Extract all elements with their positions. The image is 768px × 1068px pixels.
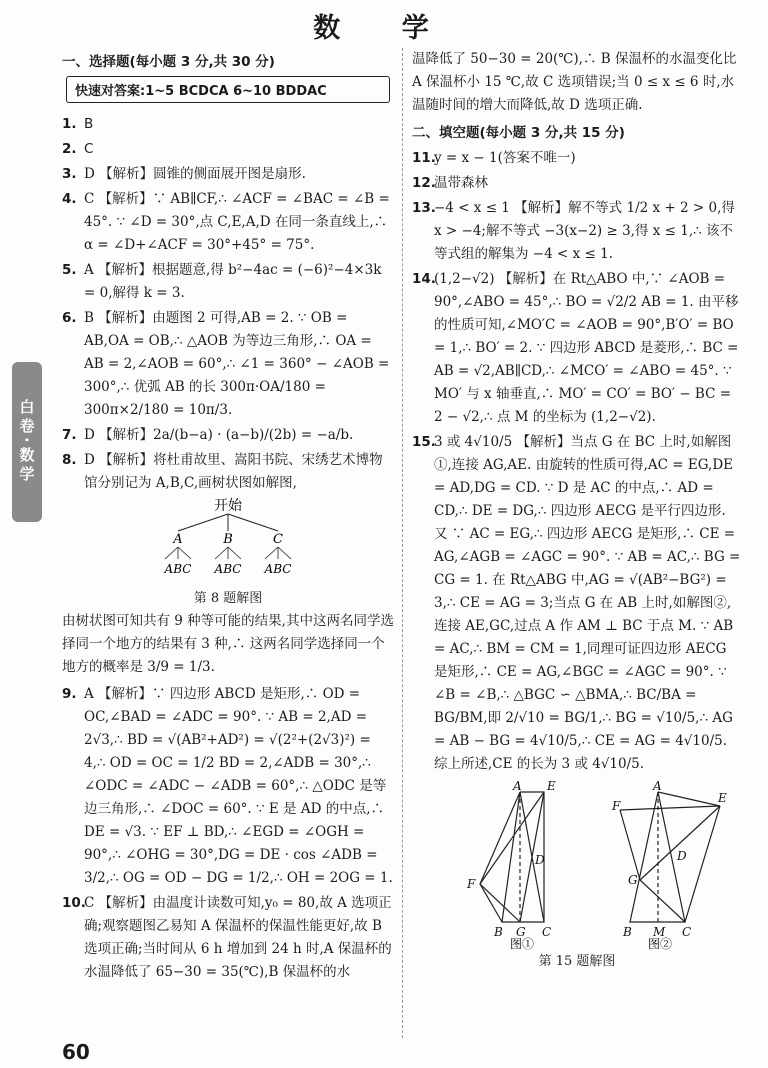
question-number: 5. xyxy=(62,262,77,278)
question-text: C 【解析】∵ AB∥CF,∴ ∠ACF = ∠BAC = ∠B = 45°. ∵ ∠D = 30°,点 C,E,A,D 在同一条直线上,∴ α = ∠D+∠ACF = 30°+45° = 75°. xyxy=(84,191,390,253)
question-number: 13. xyxy=(412,200,436,216)
tree-branch-b: B xyxy=(223,532,233,547)
tree-edge xyxy=(215,547,228,559)
tree-edge xyxy=(278,547,291,559)
question-text: C 【解析】由温度计读数可知,y₀ = 80,故 A 选项正确;观察题图乙易知 A 保温杯的保温性能更好,故 B 选项正确;当时间从 6 h 增加到 24 h 时,A 保温杯的水温降低了 65−30 = 35(℃),B 保温杯的水 xyxy=(84,895,392,980)
quick-answers-box: 快速对答案:1~5 BCDCA 6~10 BDDAC xyxy=(66,76,390,103)
tree-edge xyxy=(178,547,191,559)
column-divider xyxy=(402,48,403,1038)
figure-15-caption: 第 15 题解图 xyxy=(538,954,616,969)
question-number: 7. xyxy=(62,427,77,443)
fig2-segment-gc xyxy=(640,880,685,922)
fig2-point-a: A xyxy=(653,780,662,793)
right-column xyxy=(412,48,742,973)
fig2-point-d: D xyxy=(677,849,687,863)
question-text: B xyxy=(84,116,94,132)
tree-branch-a: A xyxy=(173,532,183,547)
question-15 xyxy=(412,431,742,776)
fig1-point-a: A xyxy=(513,780,522,793)
tree-edge xyxy=(228,547,241,559)
tree-branch-c: C xyxy=(273,532,283,547)
question-text: −4 < x ≤ 1 【解析】解不等式 1/2 x + 2 > 0,得 x > −4;解不等式 −3(x−2) ≥ 3,得 x ≤ 1,∴ 该不等式组的解集为 −4 < x ≤ 1. xyxy=(434,200,735,262)
fig2-point-e: E xyxy=(718,791,727,805)
tree-caption: 第 8 题解图 xyxy=(193,591,263,606)
page-number: 60 xyxy=(62,1040,90,1064)
tree-edge xyxy=(265,547,278,559)
left-column xyxy=(62,48,394,986)
question-7 xyxy=(62,424,394,447)
question-text: A 【解析】∵ 四边形 ABCD 是矩形,∴ OD = OC,∠BAD = ∠ADC = 90°. ∵ AB = 2,AD = 2√3,∴ BD = √(AB²+AD²) = √(2²+(2√3)²) = 4,∴ OD = OC = 1/2 BD = 2,∠ADB = 30°,∴ ∠ODC = ∠ADC − ∠ADB = 60°,∴ △ODC 是等边三角形,∴ ∠DOC = 60°. ∵ E 是 AD 的中点,∴ DE = √3. ∵ EF ⊥ BD,∴ ∠EGD = ∠OGH = 90°,∴ ∠OHG = 30°,DG = DE · cos ∠ADB = 3/2,∴ OG = OD − DG = 1/2,∴ OH = 2OG = 1. xyxy=(84,686,393,886)
question-number: 15. xyxy=(412,434,436,450)
fig2-point-m: M xyxy=(653,925,666,939)
question-number: 14. xyxy=(412,271,436,287)
question-9 xyxy=(62,683,394,890)
fig2-point-g: G xyxy=(628,873,638,887)
fig1-point-g: G xyxy=(516,925,526,939)
tree-leaves-c: ABC xyxy=(264,562,292,576)
figure-15 xyxy=(420,780,730,950)
question-text: 3 或 4√10/5 【解析】当点 G 在 BC 上时,如解图①,连接 AG,AE. 由旋转的性质可得,AC = EG,DE = AD,DG = CD. ∵ D 是 AC 的中点,∴ AD = CD,∴ DE = DG,∴ 四边形 AECG 是平行四边形. 又 ∵ AC = EG,∴ 四边形 AECG 是矩形,∴ CE = AG,∠AGB = ∠AGC = 90°. ∵ AB = AC,∴ BG = CG = 1. 在 Rt△ABG 中,AG = √(AB²−BG²) = 3,∴ CE = AG = 3;当点 G 在 AB 上时,如解图②,连接 AE,GC,过点 A 作 AM ⊥ BC 于点 M. ∵ AB = AC,∴ BM = CM = 1,同理可证四边形 AECG 是矩形,∴ CE = AG,∠BGC = ∠AGC = 90°. ∵ ∠B = ∠B,∴ △BGC ∽ △BMA,∴ BC/BA = BG/BM,即 2/√10 = BG/1,∴ BG = √10/5,∴ AG = AB − BG = 4√10/5,∴ CE = AG = 4√10/5. 综上所述,CE 的长为 3 或 4√10/5. xyxy=(434,434,741,772)
question-number: 8. xyxy=(62,452,77,468)
question-number: 1. xyxy=(62,116,77,132)
tree-edge xyxy=(228,514,278,531)
fig2-point-c: C xyxy=(682,925,692,939)
tree-leaves-b: ABC xyxy=(214,562,242,576)
question-text: C xyxy=(84,141,94,157)
question-text: (1,2−√2) 【解析】在 Rt△ABO 中,∵ ∠AOB = 90°,∠ABO = 45°,∴ BO = √2/2 AB = 1. 由平移的性质可知,∠MO′C = ∠AOB = 90°,B′O′ = BO = 1,∴ BO′ = 2. ∵ 四边形 ABCD 是菱形,∴ BC = AB = √2,AB∥CD,∴ ∠MCO′ = ∠ABO = 45°. ∵ MO′ 与 x 轴垂直,∴ MO′ = CO′ = BO′ − BC = 2 − √2,∴ 点 M 的坐标为 (1,2−√2). xyxy=(434,271,739,425)
fig1-point-b: B xyxy=(494,925,503,939)
section1-heading: 一、选择题(每小题 3 分,共 30 分) xyxy=(62,54,275,70)
question-2 xyxy=(62,138,394,161)
tree-root: 开始 xyxy=(214,498,242,514)
tree-edge xyxy=(165,547,178,559)
page-title: 数 学 xyxy=(313,13,455,44)
question-number: 11. xyxy=(412,150,436,166)
question-8-continued: 由树状图可知共有 9 种等可能的结果,其中这两名同学选择同一个地方的结果有 3 种,∴ 这两名同学选择同一个地方的概率是 3/9 = 1/3. xyxy=(62,613,394,675)
side-tab: 白卷·数学 xyxy=(12,362,42,522)
question-8 xyxy=(62,449,394,495)
question-number: 3. xyxy=(62,166,77,182)
figure-15-label-1: 图① xyxy=(510,937,535,950)
fig1-segment-fg xyxy=(480,884,520,922)
question-text: B 【解析】由题图 2 可得,AB = 2. ∵ OB = AB,OA = OB,∴ △AOB 为等边三角形,∴ OA = AB = 2,∠AOB = 60°,∴ ∠1 = 360° − ∠AOB = 300°,∴ 优弧 AB 的长 300π·OA/180 = 300π×2/180 = 10π/3. xyxy=(84,310,390,418)
question-text: A 【解析】根据题意,得 b²−4ac = (−6)²−4×3k = 0,解得 k = 3. xyxy=(84,262,382,301)
question-3 xyxy=(62,163,394,186)
question-text: 温带森林 xyxy=(434,175,488,191)
fig2-segment-ec xyxy=(685,806,720,922)
figure-15-diagram-2 xyxy=(620,792,720,922)
question-5 xyxy=(62,259,394,305)
fig2-segment-fe xyxy=(620,806,720,810)
tree-diagram xyxy=(153,497,303,587)
question-text: D 【解析】2a/(b−a) · (a−b)/(2b) = −a/b. xyxy=(84,427,354,443)
question-number: 6. xyxy=(62,310,77,326)
question-text: y = x − 1(答案不唯一) xyxy=(434,150,576,166)
fig2-point-f: F xyxy=(612,799,621,813)
question-12 xyxy=(412,172,742,195)
question-number: 4. xyxy=(62,191,77,207)
question-10-continued: 温降低了 50−30 = 20(℃),∴ B 保温杯的水温变化比 A 保温杯小 15 ℃,故 C 选项错误;当 0 ≤ x ≤ 6 时,水温随时间的增大而降低,故 D 选项正确. xyxy=(412,51,737,113)
fig1-point-c: C xyxy=(542,925,552,939)
question-6 xyxy=(62,307,394,422)
question-1 xyxy=(62,113,394,136)
question-number: 10. xyxy=(62,895,86,911)
question-14 xyxy=(412,268,742,429)
tree-leaves-a: ABC xyxy=(164,562,192,576)
fig2-point-b: B xyxy=(623,925,632,939)
question-number: 2. xyxy=(62,141,77,157)
question-text: D 【解析】将杜甫故里、嵩阳书院、宋绣艺术博物馆分别记为 A,B,C,画树状图如解图, xyxy=(84,452,383,491)
fig2-segment-ae xyxy=(658,792,720,806)
question-10 xyxy=(62,892,394,984)
section2-heading: 二、填空题(每小题 3 分,共 15 分) xyxy=(412,125,625,141)
tree-edge xyxy=(178,514,228,531)
question-text: D 【解析】圆锥的侧面展开图是扇形. xyxy=(84,166,306,182)
question-13 xyxy=(412,197,742,266)
fig1-point-d: D xyxy=(535,853,545,867)
fig1-point-f: F xyxy=(467,877,476,891)
question-4 xyxy=(62,188,394,257)
question-11 xyxy=(412,147,742,170)
fig1-point-e: E xyxy=(547,780,556,793)
question-number: 12. xyxy=(412,175,436,191)
question-number: 9. xyxy=(62,686,77,702)
fig2-segment-fg xyxy=(620,810,640,880)
figure-15-label-2: 图② xyxy=(648,937,673,950)
